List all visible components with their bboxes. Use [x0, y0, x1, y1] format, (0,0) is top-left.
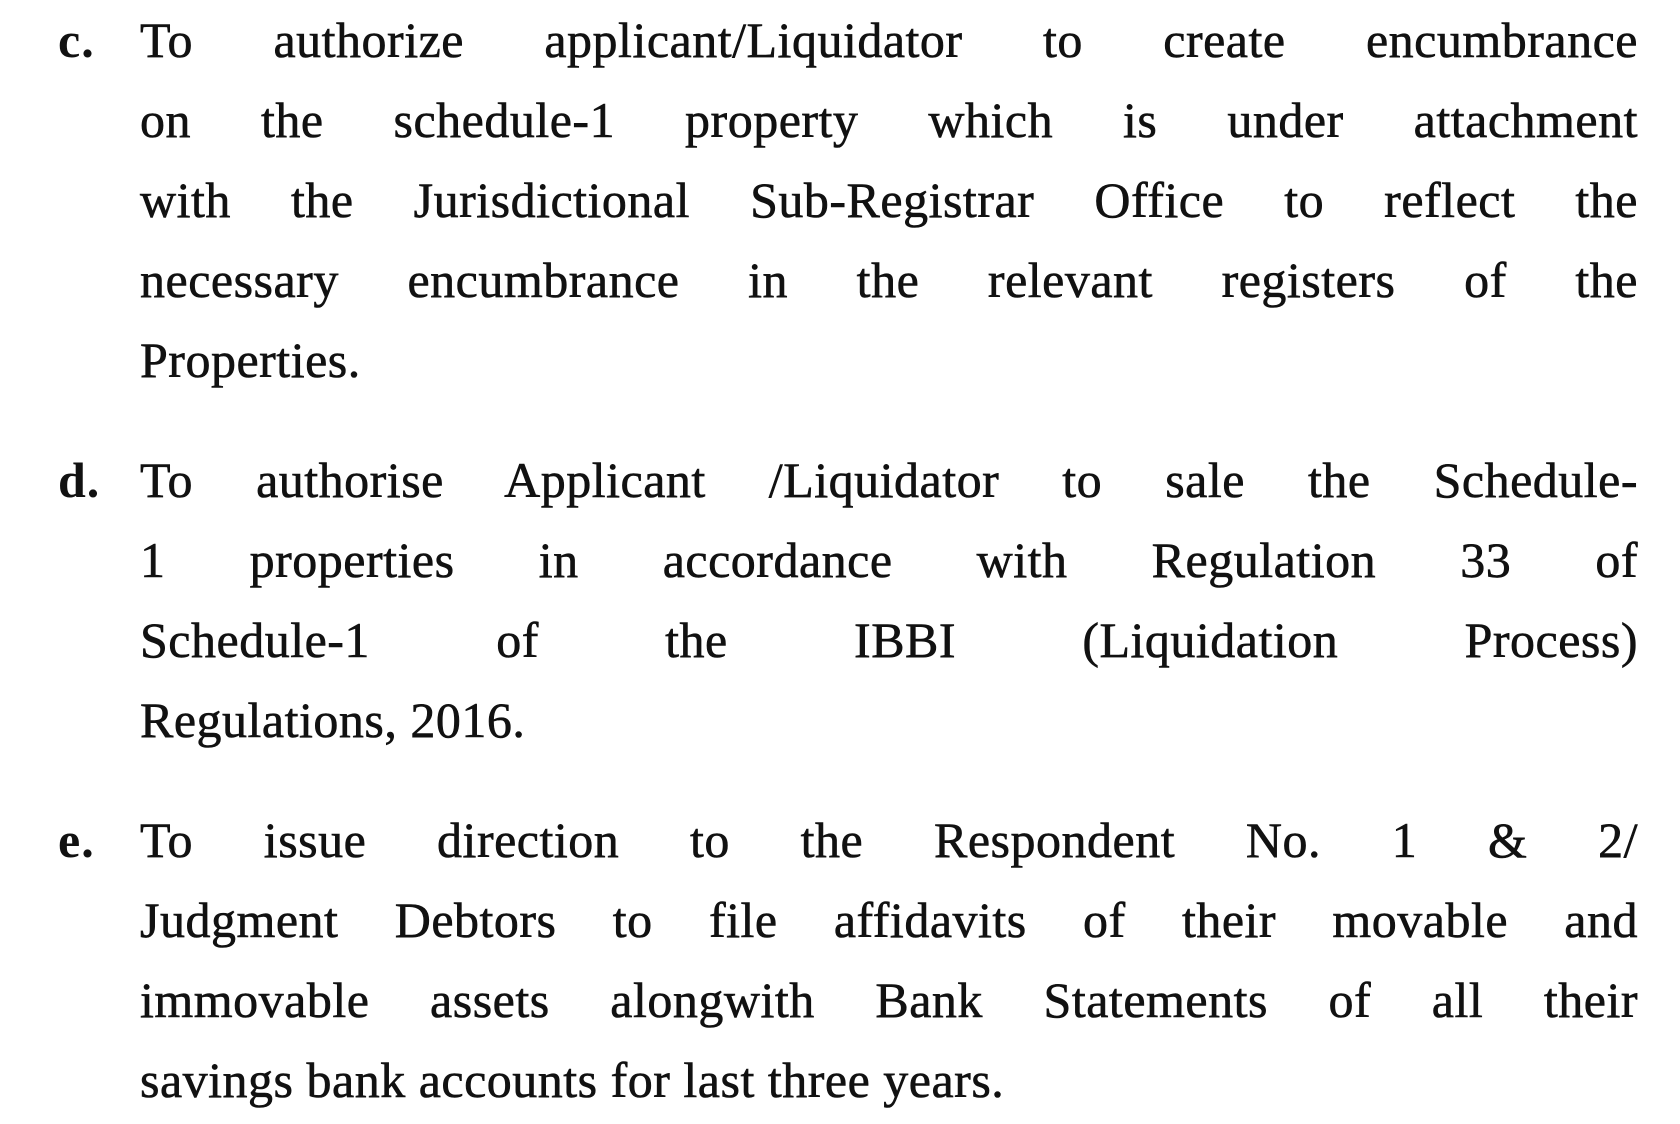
item-marker: e.	[58, 812, 95, 868]
paragraph-line: Schedule-1 of the IBBI (Liquidation Process)	[140, 612, 1638, 668]
item-paragraph	[140, 800, 1638, 1120]
paragraph-line: Judgment Debtors to file affidavits of their movable and	[140, 892, 1638, 948]
item-marker: d.	[58, 452, 101, 508]
paragraph-line: Properties.	[140, 332, 361, 388]
paragraph-line: Regulations, 2016.	[140, 692, 526, 748]
paragraph-line: To authorise Applicant /Liquidator to sale the Schedule-	[140, 452, 1638, 508]
paragraph-line: To issue direction to the Respondent No. 1 & 2/	[140, 812, 1638, 868]
paragraph-line: immovable assets alongwith Bank Statements of all their	[140, 972, 1638, 1028]
paragraph-line: necessary encumbrance in the relevant registers of the	[140, 252, 1638, 308]
item-paragraph	[140, 440, 1638, 760]
item-paragraph	[140, 0, 1638, 400]
paragraph-line: 1 properties in accordance with Regulation 33 of	[140, 532, 1638, 588]
item-marker: c.	[58, 12, 95, 68]
paragraph-line: savings bank accounts for last three years.	[140, 1052, 1005, 1108]
paragraph-line: To authorize applicant/Liquidator to create encumbrance	[140, 12, 1638, 68]
paragraph-line: with the Jurisdictional Sub-Registrar Office to reflect the	[140, 172, 1638, 228]
paragraph-line: on the schedule-1 property which is under attachment	[140, 92, 1638, 148]
